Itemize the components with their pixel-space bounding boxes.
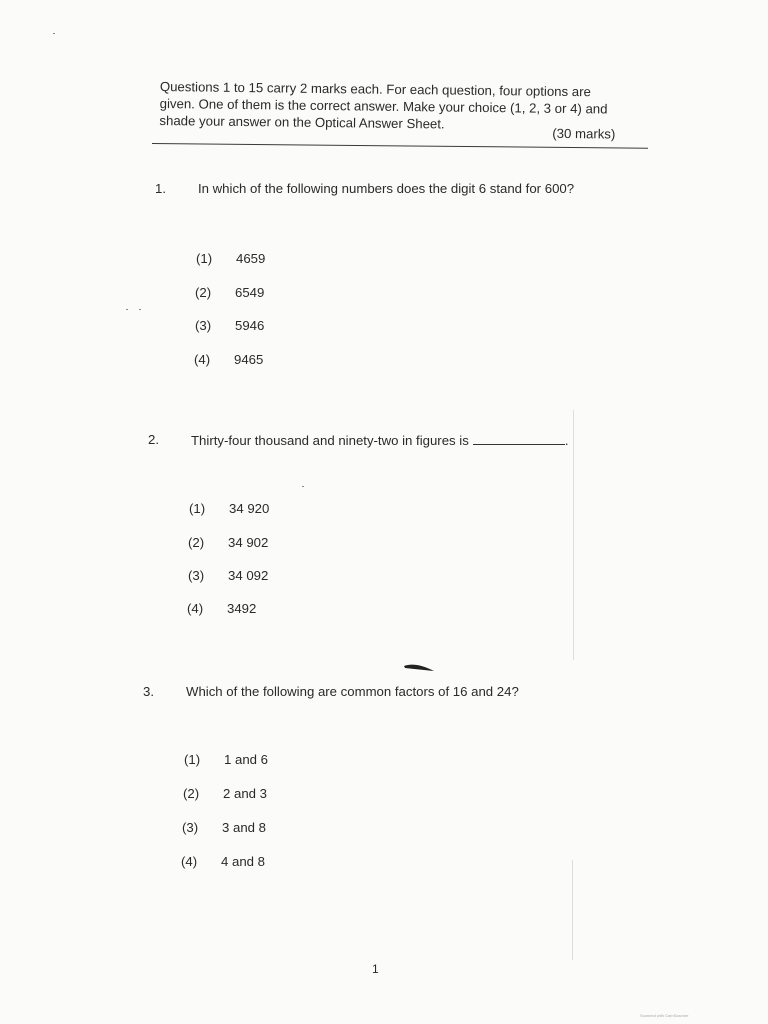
scan-speck bbox=[139, 309, 141, 310]
option-value: 1 and 6 bbox=[224, 752, 268, 767]
question-text: Which of the following are common factors of 16 and 24? bbox=[186, 684, 519, 699]
option-number: (3) bbox=[188, 568, 205, 583]
question-text: Thirty-four thousand and ninety-two in figures is bbox=[191, 433, 469, 448]
option-number: (2) bbox=[183, 786, 200, 801]
option-number: (4) bbox=[194, 352, 211, 367]
divider-line bbox=[152, 143, 648, 149]
question-number: 3. bbox=[143, 684, 154, 699]
answer-blank bbox=[473, 432, 565, 445]
question-text-end: . bbox=[564, 433, 569, 448]
option-value: 3 and 8 bbox=[222, 820, 266, 835]
option-value: 4 and 8 bbox=[221, 854, 265, 869]
option-number: (1) bbox=[184, 752, 201, 767]
scan-speck bbox=[53, 33, 55, 34]
scan-edge-line bbox=[572, 860, 573, 960]
question-text: In which of the following numbers does the digit 6 stand for 600? bbox=[198, 181, 575, 196]
option-value: 5946 bbox=[235, 318, 265, 333]
option-value: 3492 bbox=[227, 601, 257, 616]
option-value: 2 and 3 bbox=[223, 786, 267, 801]
scanner-watermark: Scanned with CamScanner bbox=[640, 1013, 689, 1018]
option-value: 9465 bbox=[234, 352, 264, 367]
ink-smudge bbox=[402, 660, 438, 676]
option-number: (4) bbox=[181, 854, 198, 869]
option-value: 34 092 bbox=[228, 568, 269, 583]
instructions-line-2: given. One of them is the correct answer. Make your choice (1, 2, 3 or 4) and bbox=[159, 95, 608, 117]
question-number: 2. bbox=[148, 432, 159, 447]
scan-speck bbox=[302, 486, 304, 487]
page-number: 1 bbox=[372, 962, 379, 976]
option-number: (2) bbox=[195, 285, 212, 300]
instructions-line-1: Questions 1 to 15 carry 2 marks each. For each question, four options are bbox=[159, 78, 591, 100]
option-number: (1) bbox=[196, 251, 213, 266]
option-value: 34 920 bbox=[229, 501, 270, 516]
option-number: (1) bbox=[189, 501, 206, 516]
option-number: (4) bbox=[187, 601, 204, 616]
option-value: 6549 bbox=[235, 285, 265, 300]
option-number: (2) bbox=[188, 535, 205, 550]
option-number: (3) bbox=[182, 820, 199, 835]
total-marks: (30 marks) bbox=[552, 125, 616, 142]
question-number: 1. bbox=[155, 181, 166, 196]
question-text-wrap bbox=[191, 432, 568, 448]
scan-speck bbox=[126, 309, 128, 310]
option-number: (3) bbox=[195, 318, 212, 333]
scan-edge-line bbox=[573, 410, 574, 660]
instructions-block bbox=[159, 78, 646, 142]
option-value: 34 902 bbox=[228, 535, 269, 550]
option-value: 4659 bbox=[236, 251, 266, 266]
instructions-line-3: shade your answer on the Optical Answer Sheet. bbox=[159, 112, 445, 132]
